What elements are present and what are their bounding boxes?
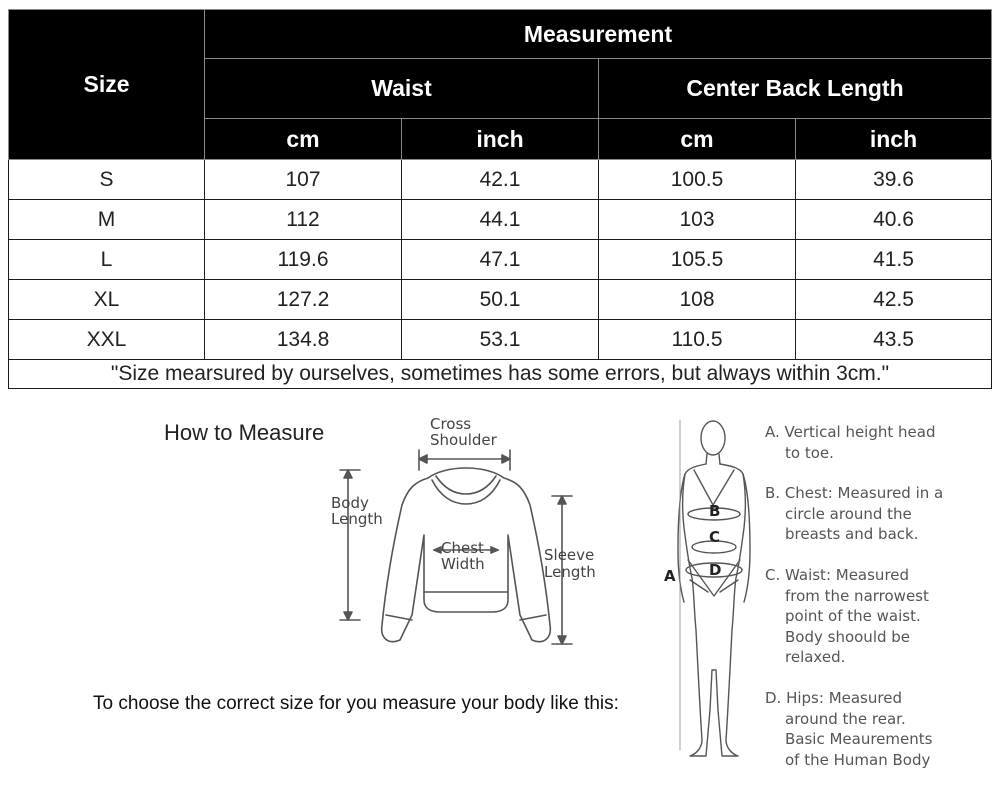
body-length-label-1: Body — [331, 494, 369, 512]
figure-left-arm — [678, 474, 685, 602]
note-c-line-3: point of the waist. — [785, 607, 921, 626]
cross-shoulder-label-2: Shoulder — [430, 431, 497, 449]
letter-c: C — [709, 528, 721, 546]
chest-width-label-2: Width — [441, 555, 485, 573]
size-header: Size — [9, 10, 205, 160]
note-a — [765, 422, 995, 463]
waist-inch-cell: 42.1 — [402, 160, 599, 200]
note-c-line-5: relaxed. — [785, 648, 846, 667]
center-back-length-header: Center Back Length — [599, 59, 992, 119]
cross-shoulder-arrowhead-right — [502, 455, 510, 463]
letter-d: D — [709, 561, 722, 579]
sleeve-length-label-1: Sleeve — [544, 546, 595, 564]
instruction-text: To choose the correct size for you measure your body like this: — [93, 693, 619, 714]
unit-header-waist-cm: cm — [205, 119, 402, 160]
measurement-notes — [765, 422, 995, 790]
size-cell: XL — [9, 280, 205, 320]
note-b-line-2: circle around the — [785, 504, 912, 523]
note-c-line-1: C. Waist: Measured — [765, 565, 910, 584]
length-cm-cell: 103 — [599, 200, 796, 240]
figure-head — [701, 421, 725, 455]
waist-inch-cell: 44.1 — [402, 200, 599, 240]
table-row — [9, 240, 992, 280]
unit-header-waist-inch: inch — [402, 119, 599, 160]
note-d-line-2: around the rear. — [785, 709, 906, 728]
size-cell: L — [9, 240, 205, 280]
waist-cm-cell: 112 — [205, 200, 402, 240]
size-cell: M — [9, 200, 205, 240]
size-chart-table — [8, 9, 992, 389]
letter-b: B — [709, 502, 721, 520]
chest-width-label-1: Chest — [441, 539, 484, 557]
note-c — [765, 565, 995, 668]
length-inch-cell: 43.5 — [796, 320, 992, 360]
length-inch-cell: 39.6 — [796, 160, 992, 200]
note-d-line-3: Basic Meaurements — [785, 730, 933, 749]
body-length-label-2: Length — [331, 510, 383, 528]
waist-cm-cell: 127.2 — [205, 280, 402, 320]
note-c-line-2: from the narrowest — [785, 586, 929, 605]
length-inch-cell: 40.6 — [796, 200, 992, 240]
swimsuit-top — [694, 470, 734, 505]
table-row — [9, 200, 992, 240]
note-d-line-1: D. Hips: Measured — [765, 688, 902, 707]
unit-header-length-inch: inch — [796, 119, 992, 160]
sleeve-length-label-2: Length — [544, 563, 596, 581]
body-figure-diagram — [650, 410, 760, 772]
length-inch-cell: 41.5 — [796, 240, 992, 280]
cross-shoulder-arrowhead-left — [419, 455, 427, 463]
table-row — [9, 160, 992, 200]
table-row — [9, 320, 992, 360]
how-to-measure-title: How to Measure — [164, 420, 325, 445]
length-cm-cell: 105.5 — [599, 240, 796, 280]
note-b — [765, 483, 995, 545]
length-inch-cell: 42.5 — [796, 280, 992, 320]
figure-right-arm — [743, 474, 750, 602]
size-cell: S — [9, 160, 205, 200]
measurement-note: "Size mearsured by ourselves, sometimes has some errors, but always within 3cm." — [9, 360, 992, 389]
length-cm-cell: 110.5 — [599, 320, 796, 360]
note-b-line-1: B. Chest: Measured in a — [765, 484, 944, 503]
size-cell: XXL — [9, 320, 205, 360]
note-c-line-4: Body shoould be — [785, 627, 911, 646]
unit-header-length-cm: cm — [599, 119, 796, 160]
waist-cm-cell: 107 — [205, 160, 402, 200]
waist-inch-cell: 53.1 — [402, 320, 599, 360]
length-cm-cell: 100.5 — [599, 160, 796, 200]
length-cm-cell: 108 — [599, 280, 796, 320]
table-row — [9, 280, 992, 320]
cross-shoulder-label-1: Cross — [430, 415, 472, 433]
waist-inch-cell: 47.1 — [402, 240, 599, 280]
waist-cm-cell: 119.6 — [205, 240, 402, 280]
letter-a: A — [664, 567, 676, 585]
note-d-line-4: of the Human Body — [785, 750, 931, 769]
note-a-line-2: to toe. — [785, 443, 834, 462]
measurement-header: Measurement — [205, 10, 992, 59]
waist-cm-cell: 134.8 — [205, 320, 402, 360]
note-a-line-1: A. Vertical height head — [765, 423, 936, 441]
note-b-line-3: breasts and back. — [785, 525, 919, 544]
waist-inch-cell: 50.1 — [402, 280, 599, 320]
garment-diagram — [320, 410, 620, 660]
note-d — [765, 688, 995, 770]
waist-header: Waist — [205, 59, 599, 119]
